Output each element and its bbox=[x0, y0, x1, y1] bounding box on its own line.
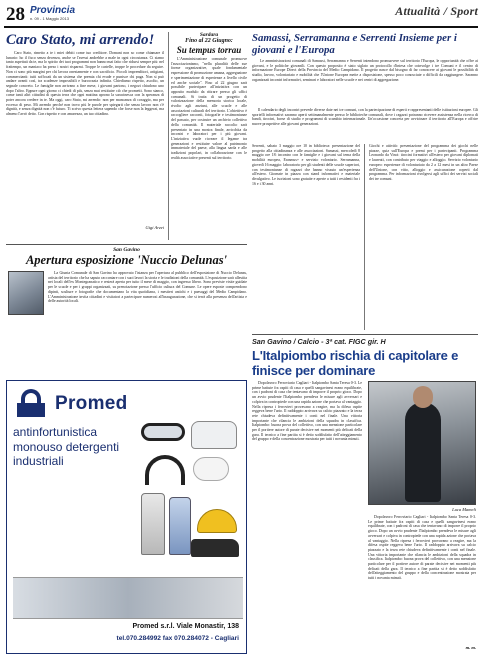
sangavino-photo bbox=[8, 271, 44, 315]
helmet-icon bbox=[197, 509, 237, 533]
calcio-section: San Gavino / Calcio - 3ª cat. FIGC gir. H bbox=[252, 337, 386, 346]
sangavino-body: La Giunta Comunale di San Gavino ha approvato l'istanza per l'apertura al pubblico dell'esposizione di Nuccio Delunas, artista del territorio che ha saputo raccontare con i suoi lavori la storia e le tradizioni della comunità. L'esposizione sarà allestita nei locali dell'ex Montegranatico e resterà aperta per tutto il mese di maggio, con ingresso libero. Sono previste visite guidate per le scuole e per i gruppi organizzati, su prenotazione presso l'ufficio cultura del Comune. Le opere esposte comprendono dipinti, sculture e fotografie che documentano la vita quotidiana, i mestieri antichi e i paesaggi del Medio Campidano. L'Amministrazione invita cittadini e visitatori a partecipare numerosi all'inaugurazione, che si terrà alla presenza dell'artista e delle autorità locali. bbox=[48, 271, 247, 304]
player-head bbox=[413, 386, 433, 408]
samassi-col-a: Serrenti, sabato 3 maggio ore 10 in biblioteca: presentazione del progetto alla cittadinanza e alle associazioni. Samassi, mercoledì 8 maggio ore 18: incontro con le famiglie e i giovani sul tema della mobilità europea, Erasmus+ e servizio volontario. Serramanna, giovedì 16 maggio: laboratorio per gli studenti delle scuole superiori, con testimonianze di ragazzi che hanno vissuto un'esperienza all'estero. Giornate in piazza con stand informativi e materiale divulgativo. Le iscrizioni sono gratuite e aperte a tutti i residenti fra i 16 e i 30 anni. bbox=[252, 144, 360, 186]
page-header bbox=[4, 4, 478, 26]
samassi-body-2: Il calendario degli incontri prevede diverse date nei tre comuni, con la partecipazione di esperti e rappresentanti delle istituzioni europee. Gli sportelli informativi saranno aperti settimanalmente presso le biblioteche comunali, dove i ragazzi potranno ricevere assistenza nella ricerca di bandi, tirocini, borse di studio e programmi di scambio internazionale. Un'occasione concreta per avvicinare il territorio all'Europa e offrire nuove prospettive alle giovani generazioni. bbox=[252, 108, 478, 127]
ad-address: Promed s.r.l. Viale Monastir, 138 bbox=[132, 623, 239, 630]
promed-ad[interactable] bbox=[6, 380, 247, 654]
calcio-body-left: Dopolavoro Ferroviario Cagliari - Italpiombo Santa Teresa 0-3. Le prime battute fra ospiti di casa e quelli sangavinesi erano equilibrate, con i padroni di casa che tentavano di imporre il proprio gioco. Dopo un avvio prudente l'Italpiombo prendeva le misure agli avversari e colpiva in contropiede con una rapida azione che portava al vantaggio. Nella ripresa i ferrovieri provavano a reagire, ma la difesa ospite reggeva bene l'urto. Il raddoppio arrivava su calcio piazzato e la terza rete chiudeva definitivamente i conti nel finale. Una vittoria importante che rilancia le ambizioni della squadra in classifica. Italpiombo: buona prova del collettivo, con una menzione particolare per il portiere autore di parate decisive nei momenti più delicati della gara. Il tecnico a fine partita si è detto soddisfatto dell'atteggiamento del gruppo e della concentrazione mostrata per tutti i novanta minuti. bbox=[252, 381, 362, 442]
section-title: Attualità / Sport bbox=[395, 4, 478, 18]
ad-image-strip bbox=[13, 577, 243, 619]
sardara-body: L'Amministrazione comunale promuove l'associazionismo, "nella pluralità delle sue forme organizzative, quale fondamentale espressione di promozione umana, aggregazione e sperimentazione di esperienze a livello civile ed anche sociale". Fino al 22 giugno sarà possibile partecipare all'iniziativa con un apposito modulo da ritirare presso gli uffici comunali. Si tratta di un progetto di valorizzazione della memoria storica locale, rivolto agli anziani, alle scuole e alle associazioni culturali del territorio. L'obiettivo è raccogliere racconti, fotografie e testimonianze del passato, per costruire un archivio collettivo della comunità. Il materiale raccolto sarà presentato in una mostra finale, arricchita da incontri e laboratori per i più giovani. L'iniziativa vuole ricreare il legame tra generazioni e restituire valore al patrimonio immateriale del paese, alla lingua sarda e alle tradizioni popolari, in collaborazione con le realtà associative presenti sul territorio. bbox=[171, 57, 247, 160]
gloves-icon bbox=[191, 421, 237, 449]
samassi-columns bbox=[252, 144, 478, 330]
sangavino-place: San Gavino bbox=[113, 247, 140, 253]
sardara-place: Sardara bbox=[199, 32, 219, 38]
ad-products bbox=[135, 421, 243, 581]
samassi-col-b: Giochi e attività: presentazione del programma dei giochi nelle piazze, quiz sull'Europa e premi per i partecipanti. Programma Leonardo da Vinci: tirocini formativi all'estero per giovani diplomati e laureati, con contributo per viaggio e alloggio. Servizio volontario europeo: esperienze di volontariato da 2 a 12 mesi in un altro Paese dell'Unione, con vitto, alloggio e assicurazione coperti dal programma. Per informazioni rivolgersi agli uffici dei servizi sociali dei tre comuni. bbox=[369, 144, 478, 181]
samassi-title: Samassi, Serramanna e Serrenti Insieme per i giovani e l'Europa bbox=[252, 32, 457, 56]
article-sardara bbox=[171, 32, 247, 242]
calcio-title: L'Italpiombo rischia di capitolare e finisce per dominare bbox=[252, 348, 459, 378]
detergent-bottle-icon bbox=[141, 493, 165, 555]
page-number: 28 bbox=[6, 4, 25, 25]
letter-body: Caro Stato, rimetto a te i miei debiti come tuo creditore. Domani non so come chiamare il lunario: ho il fisco senza decenza, anche se l'avessi andrebbe a male in ogni circostanza. Ci siamo tanto aspettati da te, ma lo spirito dei tuoi programmi non hanno mai fatto che ridursi sempre più: nel frattempo, un maniaco ha preso i nostri risparmi. Troppe le cartelle, troppe le procedure da seguire. Non ci sono più margini per chi lavora onestamente e con sacrificio. Piccoli imprenditori, artigiani, commercianti: tutti soffocati da un sistema che premia chi evade e punisce chi paga. Non si può andare avanti così, tra scadenze impossibili e burocrazia infinita. Chiediamo rispetto, ascolto, un segnale concreto. Le famiglie non arrivano a fine mese, i giovani partono, i negozi chiudono uno dopo l'altro. Eppure ogni giorno ci chiedi di più, senza mai restituire ciò che prometti. Sono stanco, come tanti altri cittadini di questa terra che ogni mattina aprono la saracinesca con la speranza di poter ancora credere in te. Ma oggi, caro Stato, mi arrendo: non per mancanza di coraggio, ma per eccesso di peso. Mi arrendo perché non trovo più le parole per spiegarti che senza lavoro non c'è dignità, e senza dignità non c'è futuro. Ti scrivo questa lettera sapendo che forse non la leggerai, ma almeno l'avrò detto. Con rispetto e con amarezza, un tuo cittadino. bbox=[6, 51, 164, 117]
letter-title: Caro Stato, mi arrendo! bbox=[6, 32, 155, 48]
calcio-signature: m. m. bbox=[465, 645, 476, 650]
sangavino-title: Apertura esposizione 'Nuccio Delunas' bbox=[25, 253, 228, 267]
ad-headline: antinfortunistica monouso detergenti industriali bbox=[13, 425, 120, 469]
section-rule-right bbox=[252, 334, 478, 335]
ad-contacts: tel.070.284992 fax 070.284072 - Cagliari bbox=[116, 635, 239, 642]
sardara-title: Su tempus torrau bbox=[176, 45, 242, 55]
ear-defender-icon bbox=[145, 455, 185, 485]
header-rule bbox=[4, 26, 478, 28]
samassi-body-1: Le amministrazioni comunali di Samassi, Serramanna e Serrenti intendono promuovere sul territorio l'Europa, le opportunità che offre ai giovani, e le politiche giovanili. Con questo proposito è stato siglato un protocollo d'intesa che coinvolge i tre Comuni e il centro di informazione Europe Direct della Provincia del Medio Campidano. Il progetto nasce dal bisogno di far conoscere ai giovani le possibilità di studio, lavoro, volontariato e mobilità che l'Unione Europea mette a disposizione, spesso poco conosciute o difficili da raggiungere. Saranno organizzati incontri informativi, seminari e laboratori nelle scuole e nei centri di aggregazione. bbox=[252, 59, 478, 82]
detergent-bottle-icon bbox=[169, 497, 191, 555]
sardara-dateline: Fino al 22 Giugno: bbox=[185, 38, 233, 44]
article-sangavino bbox=[6, 247, 247, 377]
article-samassi bbox=[252, 32, 478, 332]
column-divider bbox=[168, 32, 169, 240]
brand-logo bbox=[30, 5, 86, 23]
boots-icon bbox=[191, 539, 239, 557]
calcio-photo bbox=[368, 381, 476, 505]
calcio-body-right: Dopolavoro Ferroviario Cagliari - Italpiombo Santa Teresa 0-3. Le prime battute fra ospiti di casa e quelli sangavinesi erano equilibrate, con i padroni di casa che tentavano di imporre il proprio gioco. Dopo un avvio prudente l'Italpiombo prendeva le misure agli avversari e colpiva in contropiede con una rapida azione che portava al vantaggio. Nella ripresa i ferrovieri provavano a reagire, ma la difesa ospite reggeva bene l'urto. Il raddoppio arrivava su calcio piazzato e la terza rete chiudeva definitivamente i conti nel finale. Una vittoria importante che rilancia le ambizioni della squadra in classifica. Italpiombo: buona prova del collettivo, con una menzione particolare per il portiere autore di parate decisive nei momenti più delicati della gara. Il tecnico a fine partita si è detto soddisfatto dell'atteggiamento del gruppo e della concentrazione mostrata per tutti i novanta minuti. bbox=[368, 515, 476, 581]
goggles-icon bbox=[141, 423, 185, 441]
samassi-col-divider bbox=[364, 144, 365, 330]
calcio-photo-caption: Luca Mameli bbox=[452, 507, 476, 512]
article-letter bbox=[6, 32, 164, 242]
mask-icon bbox=[193, 457, 229, 481]
letter-signature: Gigi Arzei bbox=[145, 225, 164, 230]
lock-body-icon bbox=[17, 403, 45, 417]
brand-name: Provincia bbox=[30, 5, 76, 16]
section-rule-left bbox=[6, 244, 247, 245]
ad-brand: Promed bbox=[55, 393, 128, 414]
ad-lock-graphic bbox=[11, 389, 53, 417]
article-calcio bbox=[252, 337, 478, 655]
issue-label: n. 09 - 1 Maggio 2013 bbox=[30, 16, 69, 21]
player-figure bbox=[405, 402, 441, 502]
